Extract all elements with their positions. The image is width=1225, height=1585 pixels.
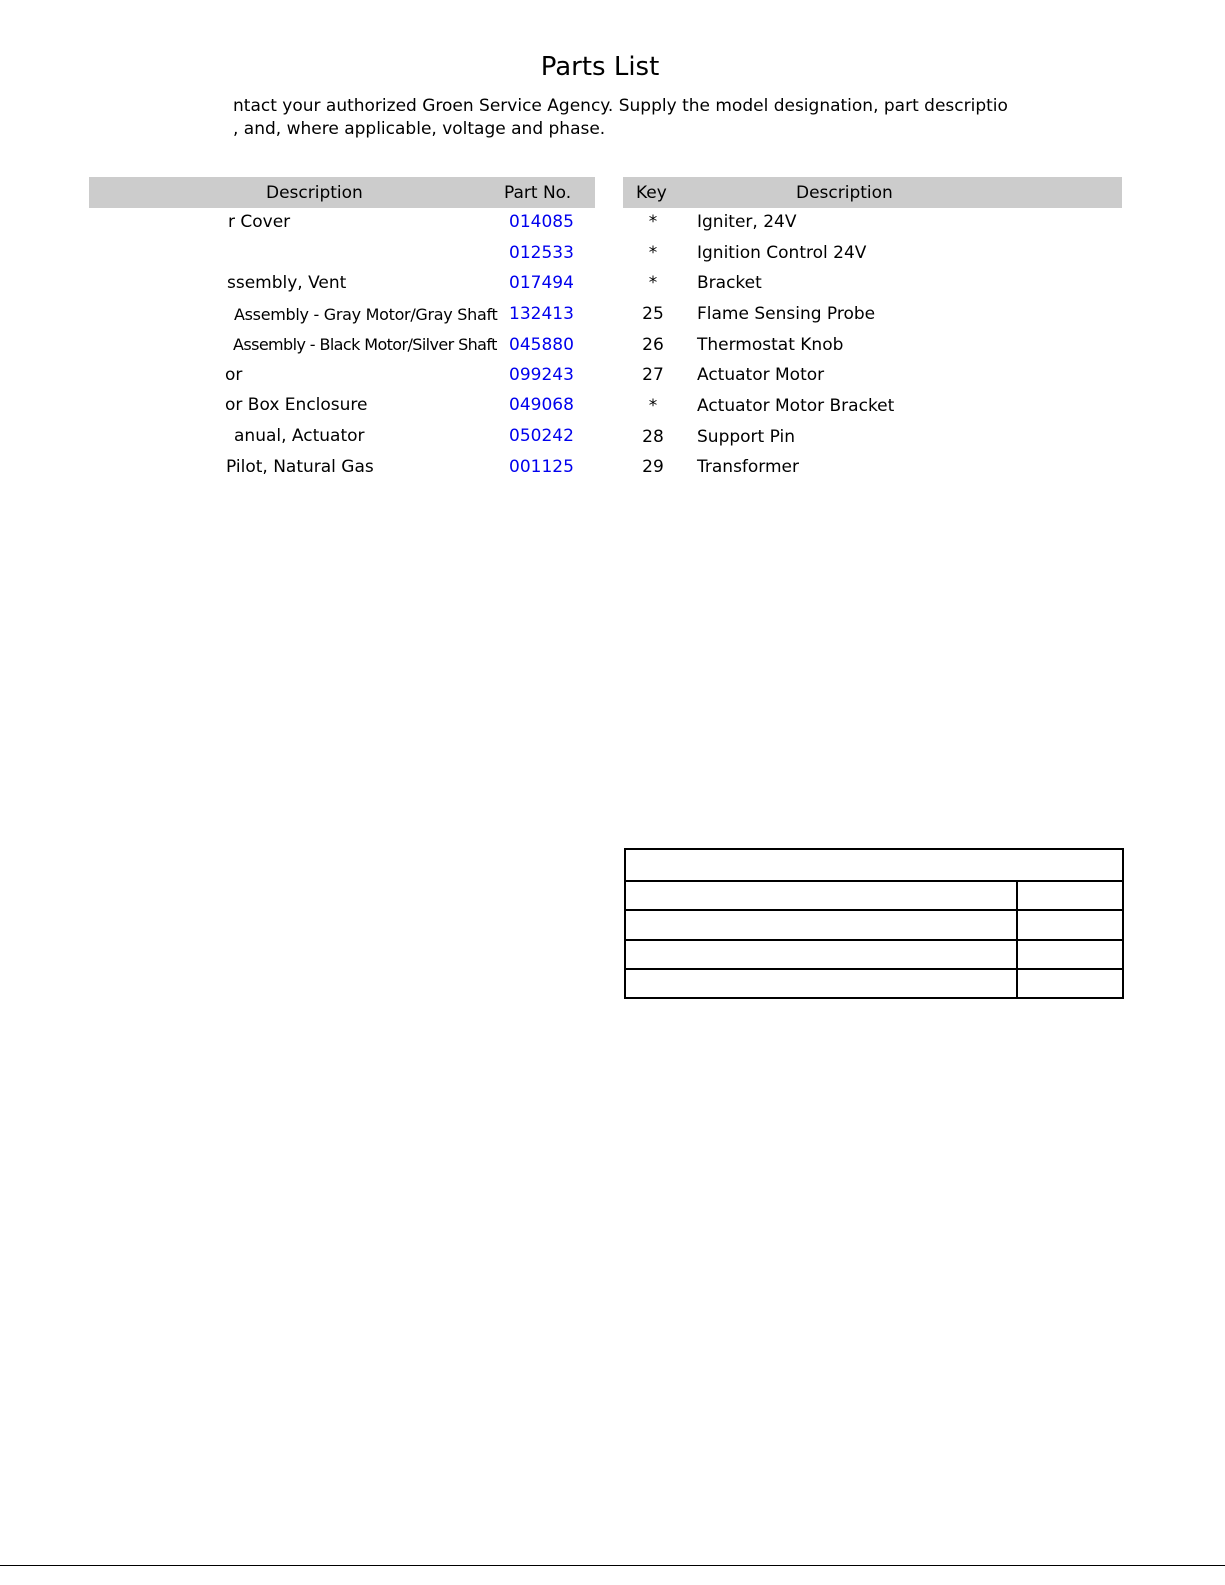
- left-row-description: r Cover: [228, 212, 291, 232]
- left-header-part-no: Part No.: [504, 183, 572, 203]
- right-row-description: Igniter, 24V: [697, 212, 797, 232]
- right-row-key: 26: [642, 335, 664, 355]
- page-title: Parts List: [540, 52, 660, 82]
- left-row-part-no: 012533: [509, 243, 574, 263]
- left-row-part-no: 017494: [509, 273, 574, 293]
- left-row-part-no: 045880: [509, 335, 574, 355]
- left-row-description: anual, Actuator: [234, 426, 365, 446]
- left-row-description: Assembly - Black Motor/Silver Shaft: [233, 335, 497, 354]
- right-row-key: *: [648, 243, 658, 263]
- grid-divider: [626, 968, 1122, 970]
- right-row-key: *: [648, 212, 658, 232]
- grid-divider: [626, 880, 1122, 882]
- left-row-part-no: 132413: [509, 304, 574, 324]
- left-row-part-no: 001125: [509, 457, 574, 477]
- left-row-part-no: 050242: [509, 426, 574, 446]
- right-row-description: Flame Sensing Probe: [697, 304, 876, 324]
- right-header-description: Description: [796, 183, 893, 203]
- right-row-description: Support Pin: [697, 427, 795, 447]
- left-header-description: Description: [266, 183, 363, 203]
- left-row-description: Pilot, Natural Gas: [226, 457, 374, 477]
- empty-grid-box: [624, 848, 1124, 999]
- left-row-description: ssembly, Vent: [227, 273, 347, 293]
- right-row-key: 28: [642, 427, 664, 447]
- right-row-description: Actuator Motor Bracket: [697, 396, 895, 416]
- intro-line-2: , and, where applicable, voltage and phase.: [233, 119, 606, 139]
- footer-rule: [0, 1565, 1225, 1566]
- right-row-description: Thermostat Knob: [697, 335, 844, 355]
- right-row-description: Transformer: [697, 457, 800, 477]
- left-row-part-no: 099243: [509, 365, 574, 385]
- right-row-key: 25: [642, 304, 664, 324]
- left-row-part-no: 014085: [509, 212, 574, 232]
- left-row-description: or Box Enclosure: [225, 395, 368, 415]
- left-row-description: or: [225, 365, 243, 385]
- right-row-key: *: [648, 396, 658, 416]
- right-row-description: Bracket: [697, 273, 762, 293]
- left-row-part-no: 049068: [509, 395, 574, 415]
- right-row-key: *: [648, 273, 658, 293]
- grid-divider: [626, 939, 1122, 941]
- right-row-key: 27: [642, 365, 664, 385]
- right-row-description: Actuator Motor: [697, 365, 825, 385]
- right-header-key: Key: [636, 183, 667, 203]
- right-row-key: 29: [642, 457, 664, 477]
- left-row-description: Assembly - Gray Motor/Gray Shaft: [234, 305, 498, 324]
- right-row-description: Ignition Control 24V: [697, 243, 867, 263]
- grid-divider: [626, 909, 1122, 911]
- intro-line-1: ntact your authorized Groen Service Agency. Supply the model designation, part descriptio: [233, 96, 1008, 116]
- grid-column-divider: [1016, 880, 1018, 997]
